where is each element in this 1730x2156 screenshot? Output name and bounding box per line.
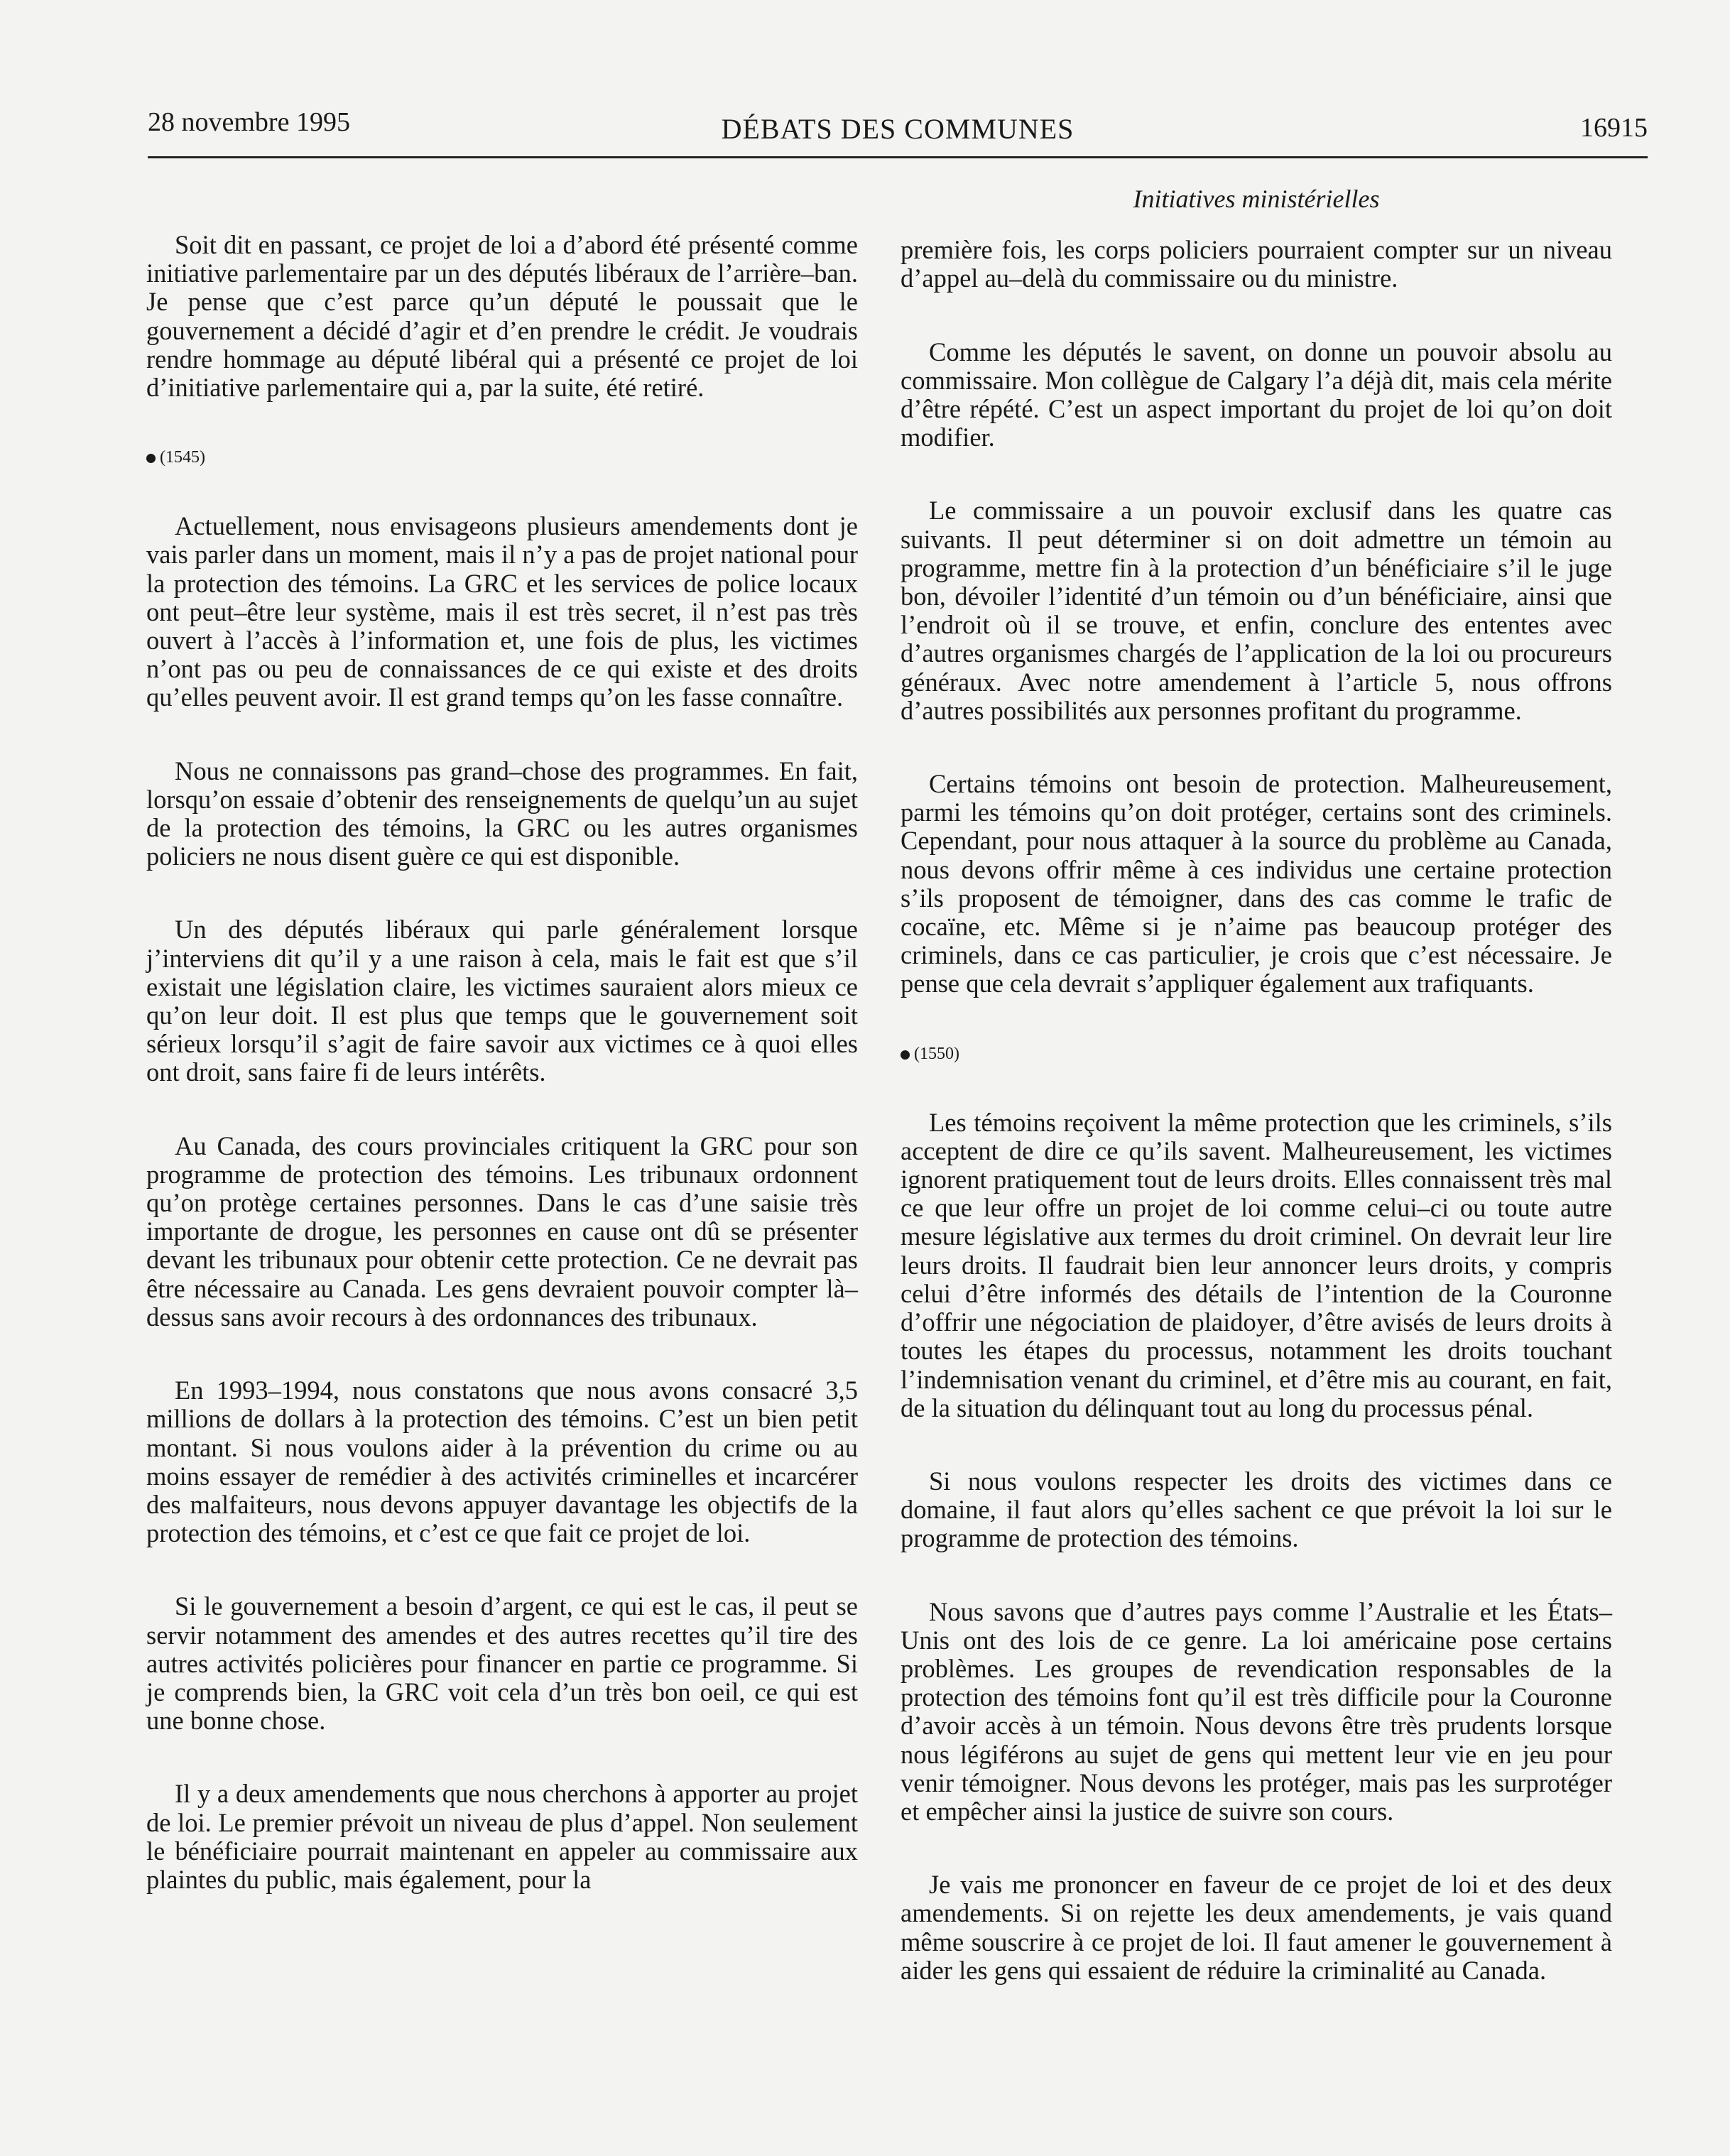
time-marker-label: (1545) xyxy=(160,448,205,467)
paragraph: En 1993–1994, nous constatons que nous avons consacré 3,5 millions de dollars à la protection des témoins. C’est un bien petit montant. Si nous voulons aider à la prévention du crime ou au moins essayer de remédier à des activités criminelles et incarcérer des malfaiteurs, nous devons appuyer davantage les objectifs de la protection des témoins, et c’est ce que fait ce projet de loi. xyxy=(146,1376,858,1548)
paragraph: Je vais me prononcer en faveur de ce projet de loi et des deux amendements. Si on rejette les deux amendements, je vais quand même souscrire à ce projet de loi. Il faut amener le gouvernement à aider les gens qui essaient de réduire la criminalité au Canada. xyxy=(901,1870,1612,1985)
paragraph: Il y a deux amendements que nous cherchons à apporter au projet de loi. Le premier prévoit un niveau de plus d’appel. Non seulement le bénéficiaire pourrait maintenant en appeler au commissaire aux plaintes du public, mais également, pour la xyxy=(146,1779,858,1894)
time-marker xyxy=(901,1043,1612,1065)
right-column xyxy=(901,185,1612,1985)
paragraph: Un des députés libéraux qui parle généralement lorsque j’interviens dit qu’il y a une raison à cela, mais le fait est que s’il existait une législation claire, les victimes sauraient alors mieux ce qu’on leur doit. Il est plus que temps que le gouvernement soit sérieux lorsqu’il s’agit de faire savoir aux victimes ce à quoi elles ont droit, sans faire fi de leurs intérêts. xyxy=(146,915,858,1087)
paragraph: Au Canada, des cours provinciales critiquent la GRC pour son programme de protection des témoins. Les tribunaux ordonnent qu’on protège certaines personnes. Dans le cas d’une saisie très importante de drogue, les personnes en cause ont dû se présenter devant les tribunaux pour obtenir cette protection. Ce ne devrait pas être nécessaire au Canada. Les gens devraient pouvoir compter là–dessus sans avoir recours à des ordonnances des tribunaux. xyxy=(146,1131,858,1332)
left-column xyxy=(146,231,858,1894)
bullet-icon xyxy=(901,1050,910,1060)
paragraph: Si nous voulons respecter les droits des victimes dans ce domaine, il faut alors qu’elles sachent ce que prévoit la loi sur le programme de protection des témoins. xyxy=(901,1466,1612,1553)
paragraph: Certains témoins ont besoin de protection. Malheureusement, parmi les témoins qu’on doit protéger, certains sont des criminels. Cependant, pour nous attaquer à la source du problème au Canada, nous devons offrir même à ces individus une certaine protection s’ils proposent de témoigner, dans des cas comme le trafic de cocaïne, etc. Même si je n’aime pas beaucoup protéger des criminels, dans ce cas particulier, je crois que c’est nécessaire. Je pense que cela devrait s’appliquer également aux trafiquants. xyxy=(901,769,1612,998)
time-marker-label: (1550) xyxy=(914,1044,959,1063)
paragraph: Nous ne connaissons pas grand–chose des programmes. En fait, lorsqu’on essaie d’obtenir des renseignements de quelqu’un au sujet de la protection des témoins, la GRC ou les autres organismes policiers ne nous disent guère ce qui est disponible. xyxy=(146,756,858,871)
time-marker xyxy=(146,447,858,468)
paragraph: Nous savons que d’autres pays comme l’Australie et les États–Unis ont des lois de ce genre. La loi américaine pose certains problèmes. Les groupes de revendication responsables de la protection des témoins font qu’il est très difficile pour la Couronne d’avoir accès à un témoin. Nous devons être très prudents lorsque nous légiférons au sujet de gens qui mettent leur vie en jeu pour venir témoigner. Nous devons les protéger, mais pas les surprotéger et empêcher ainsi la justice de suivre son cours. xyxy=(901,1596,1612,1826)
paragraph: Actuellement, nous envisageons plusieurs amendements dont je vais parler dans un moment, mais il n’y a pas de projet national pour la protection des témoins. La GRC et les services de police locaux ont peut–être leur système, mais il est très secret, il n’est pas très ouvert à l’accès à l’information et, une fois de plus, les victimes n’ont pas ou peu de connaissances de ce qui existe et des droits qu’elles peuvent avoir. Il est grand temps qu’on les fasse connaître. xyxy=(146,511,858,712)
header-date: 28 novembre 1995 xyxy=(148,107,350,137)
bullet-icon xyxy=(146,454,156,463)
paragraph: Si le gouvernement a besoin d’argent, ce qui est le cas, il peut se servir notamment des amendes et des autres recettes qu’il tire des autres activités policières pour financer en partie ce programme. Si je comprends bien, la GRC voit cela d’un très bon oeil, ce qui est une bonne chose. xyxy=(146,1591,858,1736)
header-page-number: 16915 xyxy=(1580,113,1648,143)
paragraph: première fois, les corps policiers pourraient compter sur un niveau d’appel au–delà du commissaire ou du ministre. xyxy=(901,235,1612,293)
paragraph: Soit dit en passant, ce projet de loi a d’abord été présenté comme initiative parlementaire par un des députés libéraux de l’arrière–ban. Je pense que c’est parce qu’un député le poussait que le gouvernement a décidé d’agir et d’en prendre le crédit. Je voudrais rendre hommage au député libéral qui a présenté ce projet de loi d’initiative parlementaire qui a, par la suite, été retiré. xyxy=(146,230,858,403)
paragraph: Les témoins reçoivent la même protection que les criminels, s’ils acceptent de dire ce qu’ils savent. Malheureusement, les victimes ignorent pratiquement tout de leurs droits. Elles connaissent très mal ce que leur offre un projet de loi comme celui–ci ou toute autre mesure législative aux termes du droit criminel. On devrait leur lire leurs droits. Il faudrait bien leur annoncer leurs droits, y compris celui d’être informés des détails de l’intention de la Couronne d’offrir une négociation de plaidoyer, d’être avisés de leurs droits à toutes les étapes du processus, notamment les droits touchant l’indemnisation venant du criminel, et d’être mis au courant, en fait, de la situation du délinquant tout au long du processus pénal. xyxy=(901,1107,1612,1422)
page-header xyxy=(148,99,1648,158)
paragraph: Comme les députés le savent, on donne un pouvoir absolu au commissaire. Mon collègue de Calgary l’a déjà dit, mais cela mérite d’être répété. C’est un aspect important du projet de loi qu’on doit modifier. xyxy=(901,337,1612,452)
section-title: Initiatives ministérielles xyxy=(1133,185,1380,213)
paragraph: Le commissaire a un pouvoir exclusif dans les quatre cas suivants. Il peut déterminer si on doit admettre un témoin au programme, mettre fin à la protection d’un bénéficiaire s’il le juge bon, dévoiler l’identité d’un témoin ou d’un bénéficiaire, ainsi que l’endroit où il se trouve, et enfin, conclure des ententes avec d’autres organismes chargés de l’application de la loi ou procureurs généraux. Avec notre amendement à l’article 5, nous offrons d’autres possibilités aux personnes profitant du programme. xyxy=(901,496,1612,725)
header-title: DÉBATS DES COMMUNES xyxy=(721,113,1075,145)
